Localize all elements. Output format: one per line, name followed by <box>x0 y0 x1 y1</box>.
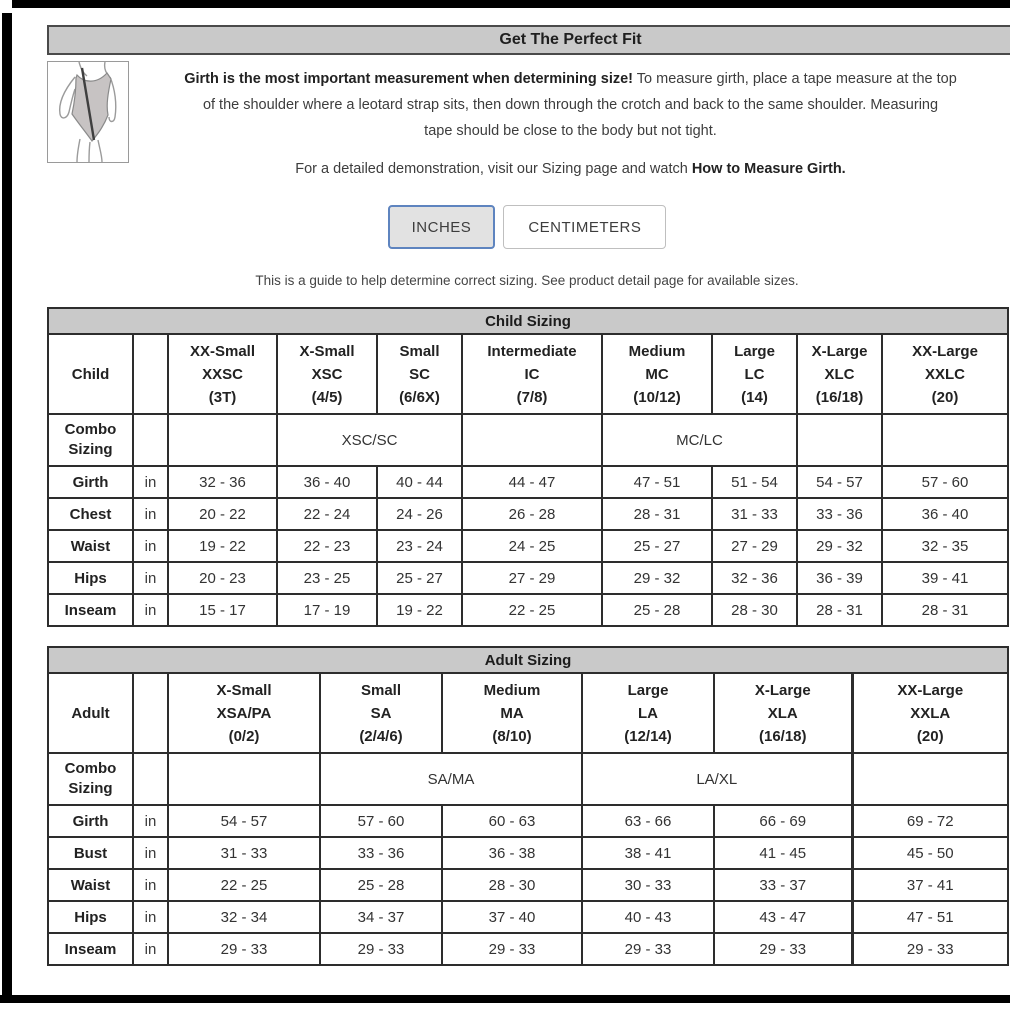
combo-cell: LA/XL <box>582 753 852 805</box>
value-cell: 37 - 41 <box>852 869 1008 901</box>
value-cell: 36 - 40 <box>277 466 377 498</box>
value-cell: 22 - 23 <box>277 530 377 562</box>
value-cell: 28 - 30 <box>442 869 582 901</box>
size-header-cell <box>277 334 377 414</box>
unit-cell: in <box>133 933 168 965</box>
fit-guide-panel <box>47 0 1010 966</box>
value-cell: 36 - 40 <box>882 498 1008 530</box>
demonstration-note-text: For a detailed demonstration, visit our Sizing page and watch <box>295 161 692 177</box>
size-name: Medium <box>483 681 541 699</box>
size-group: (20) <box>931 388 959 406</box>
value-cell: 29 - 33 <box>320 933 442 965</box>
value-cell: 63 - 66 <box>582 805 714 837</box>
size-code: XSC <box>311 365 343 383</box>
size-code: MA <box>500 704 524 722</box>
value-cell: 28 - 31 <box>602 498 712 530</box>
screenshot-frame-bottom <box>0 995 1010 1003</box>
combo-cell <box>462 414 602 466</box>
value-cell: 29 - 33 <box>168 933 320 965</box>
value-cell: 17 - 19 <box>277 594 377 626</box>
combo-cell: XSC/SC <box>277 414 462 466</box>
measurement-label: Waist <box>48 530 133 562</box>
value-cell: 36 - 39 <box>797 562 882 594</box>
girth-instructions-line1: To measure girth, place a tape measure at the top <box>633 71 957 87</box>
unit-cell: in <box>133 466 168 498</box>
value-cell: 22 - 24 <box>277 498 377 530</box>
value-cell: 25 - 27 <box>602 530 712 562</box>
size-name: X-Small <box>299 342 355 360</box>
girth-intro-section <box>47 61 1010 177</box>
value-cell: 40 - 43 <box>582 901 714 933</box>
demonstration-note <box>47 161 1010 177</box>
size-header-cell <box>712 334 797 414</box>
size-name: Small <box>360 681 402 699</box>
value-cell: 28 - 31 <box>797 594 882 626</box>
size-name: Large <box>627 681 669 699</box>
value-cell: 24 - 25 <box>462 530 602 562</box>
value-cell: 69 - 72 <box>852 805 1008 837</box>
size-header-cell <box>320 673 442 753</box>
value-cell: 26 - 28 <box>462 498 602 530</box>
size-group: (14) <box>741 388 768 406</box>
size-name: Medium <box>628 342 686 360</box>
value-cell: 29 - 32 <box>797 530 882 562</box>
unit-cell: in <box>133 869 168 901</box>
unit-cell: in <box>133 530 168 562</box>
value-cell: 29 - 33 <box>714 933 852 965</box>
value-cell: 25 - 28 <box>602 594 712 626</box>
how-to-measure-girth-label: How to Measure Girth. <box>691 161 846 177</box>
size-group: (7/8) <box>516 388 548 406</box>
value-cell: 15 - 17 <box>168 594 277 626</box>
size-code: SA <box>370 704 392 722</box>
value-cell: 23 - 25 <box>277 562 377 594</box>
value-cell: 28 - 30 <box>712 594 797 626</box>
size-code: SC <box>409 365 430 383</box>
size-group: (2/4/6) <box>359 727 403 745</box>
size-header-cell <box>714 673 852 753</box>
size-code: MC <box>645 365 669 383</box>
girth-instructions-lead: Girth is the most important measurement when determining size! <box>184 71 633 87</box>
measurement-label: Girth <box>48 466 133 498</box>
value-cell: 39 - 41 <box>882 562 1008 594</box>
combo-cell <box>797 414 882 466</box>
value-cell: 32 - 35 <box>882 530 1008 562</box>
combo-cell <box>168 753 320 805</box>
girth-instructions <box>47 61 1010 144</box>
adult-row-group-label: Adult <box>48 673 133 753</box>
value-cell: 25 - 28 <box>320 869 442 901</box>
size-name: Intermediate <box>487 342 577 360</box>
value-cell: 29 - 33 <box>442 933 582 965</box>
size-code: XSA/PA <box>216 704 272 722</box>
value-cell: 66 - 69 <box>714 805 852 837</box>
value-cell: 54 - 57 <box>168 805 320 837</box>
screenshot-frame-left <box>2 13 12 1002</box>
value-cell: 41 - 45 <box>714 837 852 869</box>
unit-cell: in <box>133 901 168 933</box>
size-header-cell <box>462 334 602 414</box>
screenshot-frame-top <box>12 0 1010 8</box>
unit-cell: in <box>133 562 168 594</box>
value-cell: 33 - 37 <box>714 869 852 901</box>
value-cell: 44 - 47 <box>462 466 602 498</box>
value-cell: 33 - 36 <box>320 837 442 869</box>
size-group: (10/12) <box>633 388 681 406</box>
adult-table-mount <box>47 646 1007 966</box>
value-cell: 54 - 57 <box>797 466 882 498</box>
combo-sizing-label: Combo Sizing <box>48 753 133 805</box>
size-code: XLA <box>767 704 798 722</box>
child-sizing-table <box>47 307 1009 627</box>
size-header-cell <box>442 673 582 753</box>
page-title-bar <box>47 25 1010 55</box>
unit-cell <box>133 753 168 805</box>
size-group: (20) <box>916 727 944 745</box>
measurement-label: Waist <box>48 869 133 901</box>
size-code: LA <box>638 704 658 722</box>
measurement-label: Girth <box>48 805 133 837</box>
combo-cell: SA/MA <box>320 753 582 805</box>
unit-cell: in <box>133 805 168 837</box>
value-cell: 43 - 47 <box>714 901 852 933</box>
value-cell: 45 - 50 <box>852 837 1008 869</box>
value-cell: 57 - 60 <box>320 805 442 837</box>
measurement-label: Inseam <box>48 933 133 965</box>
value-cell: 32 - 34 <box>168 901 320 933</box>
value-cell: 29 - 33 <box>582 933 714 965</box>
size-name: X-Small <box>216 681 272 699</box>
value-cell: 29 - 33 <box>852 933 1008 965</box>
value-cell: 47 - 51 <box>602 466 712 498</box>
size-code: XXLA <box>910 704 951 722</box>
girth-instructions-line3: tape should be close to the body but not tight. <box>424 123 717 139</box>
size-code: LC <box>744 365 765 383</box>
value-cell: 27 - 29 <box>462 562 602 594</box>
value-cell: 38 - 41 <box>582 837 714 869</box>
value-cell: 51 - 54 <box>712 466 797 498</box>
value-cell: 60 - 63 <box>442 805 582 837</box>
measurement-label: Bust <box>48 837 133 869</box>
size-group: (6/6X) <box>399 388 440 406</box>
sizing-content-column <box>47 205 1007 966</box>
value-cell: 29 - 32 <box>602 562 712 594</box>
value-cell: 20 - 22 <box>168 498 277 530</box>
size-name: XX-Large <box>897 681 964 699</box>
value-cell: 27 - 29 <box>712 530 797 562</box>
value-cell: 57 - 60 <box>882 466 1008 498</box>
value-cell: 22 - 25 <box>168 869 320 901</box>
child-table-mount <box>47 307 1007 627</box>
size-group: (3T) <box>208 388 237 406</box>
unit-cell <box>133 334 168 414</box>
value-cell: 32 - 36 <box>168 466 277 498</box>
size-name: Small <box>399 342 440 360</box>
value-cell: 24 - 26 <box>377 498 462 530</box>
value-cell: 33 - 36 <box>797 498 882 530</box>
unit-toggle <box>47 205 1007 249</box>
value-cell: 19 - 22 <box>168 530 277 562</box>
size-name: Large <box>734 342 775 360</box>
inches-button[interactable]: INCHES <box>388 205 496 249</box>
size-name: XX-Large <box>912 342 978 360</box>
combo-cell <box>882 414 1008 466</box>
child-table-title: Child Sizing <box>48 308 1008 334</box>
size-group: (12/14) <box>624 727 672 745</box>
page-title: Get The Perfect Fit <box>499 31 642 48</box>
size-name: XX-Small <box>189 342 256 360</box>
value-cell: 22 - 25 <box>462 594 602 626</box>
unit-cell <box>133 673 168 753</box>
size-code: XLC <box>824 365 855 383</box>
combo-cell <box>168 414 277 466</box>
value-cell: 32 - 36 <box>712 562 797 594</box>
size-code: IC <box>524 365 540 383</box>
size-header-cell <box>582 673 714 753</box>
size-name: X-Large <box>754 681 811 699</box>
size-header-cell <box>852 673 1008 753</box>
size-code: XXLC <box>925 365 966 383</box>
value-cell: 37 - 40 <box>442 901 582 933</box>
measurement-label: Chest <box>48 498 133 530</box>
value-cell: 30 - 33 <box>582 869 714 901</box>
value-cell: 28 - 31 <box>882 594 1008 626</box>
value-cell: 47 - 51 <box>852 901 1008 933</box>
adult-sizing-table <box>47 646 1009 966</box>
centimeters-button[interactable]: CENTIMETERS <box>503 205 666 249</box>
unit-cell <box>133 414 168 466</box>
size-header-cell <box>168 673 320 753</box>
girth-instructions-line2: of the shoulder where a leotard strap sits, then down through the crotch and back to the same shoulder. Measuring <box>202 97 939 113</box>
value-cell: 20 - 23 <box>168 562 277 594</box>
combo-cell: MC/LC <box>602 414 797 466</box>
leotard-girth-diagram-image <box>47 61 129 163</box>
size-group: (16/18) <box>758 727 807 745</box>
value-cell: 23 - 24 <box>377 530 462 562</box>
size-header-cell <box>602 334 712 414</box>
leotard-girth-icon <box>48 62 128 162</box>
value-cell: 19 - 22 <box>377 594 462 626</box>
value-cell: 25 - 27 <box>377 562 462 594</box>
size-group: (4/5) <box>311 388 343 406</box>
combo-cell <box>852 753 1008 805</box>
measurement-label: Inseam <box>48 594 133 626</box>
unit-cell: in <box>133 594 168 626</box>
size-code: XXSC <box>202 365 243 383</box>
size-name: X-Large <box>811 342 868 360</box>
child-row-group-label: Child <box>48 334 133 414</box>
adult-table-title: Adult Sizing <box>48 647 1008 673</box>
size-header-cell <box>797 334 882 414</box>
measurement-label: Hips <box>48 901 133 933</box>
value-cell: 31 - 33 <box>168 837 320 869</box>
value-cell: 34 - 37 <box>320 901 442 933</box>
size-group: (16/18) <box>815 388 864 406</box>
size-header-cell <box>882 334 1008 414</box>
sizing-guide-note: This is a guide to help determine correct sizing. See product detail page for available sizes. <box>255 273 799 288</box>
value-cell: 31 - 33 <box>712 498 797 530</box>
size-group: (0/2) <box>228 727 260 745</box>
value-cell: 40 - 44 <box>377 466 462 498</box>
size-header-cell <box>377 334 462 414</box>
unit-cell: in <box>133 837 168 869</box>
combo-sizing-label: Combo Sizing <box>48 414 133 466</box>
size-group: (8/10) <box>492 727 532 745</box>
measurement-label: Hips <box>48 562 133 594</box>
unit-cell: in <box>133 498 168 530</box>
value-cell: 36 - 38 <box>442 837 582 869</box>
size-header-cell <box>168 334 277 414</box>
